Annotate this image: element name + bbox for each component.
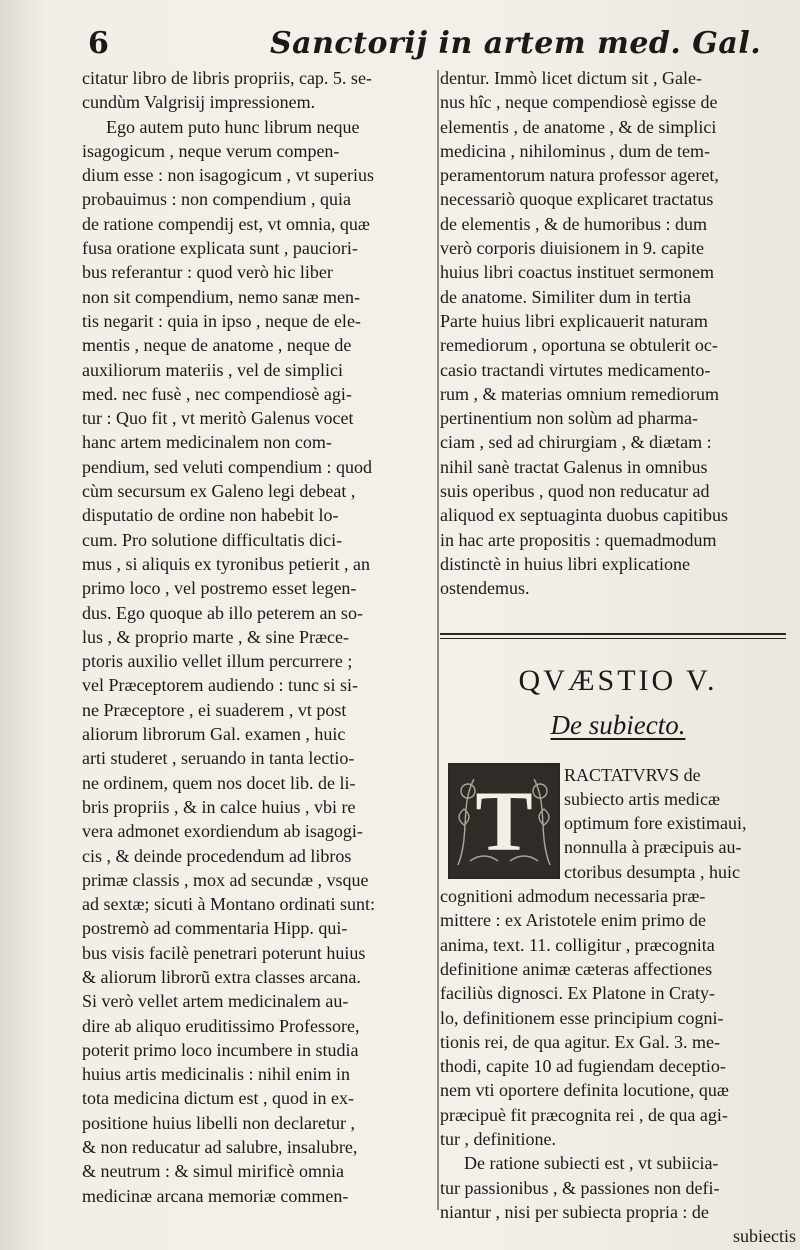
- text-line: citatur libro de libris propriis, cap. 5. se-: [82, 68, 372, 88]
- text-line: de anatome. Similiter dum in tertia: [440, 286, 691, 307]
- text-line: tur , definitione.: [440, 1129, 556, 1149]
- text-line: pertinentium non solùm ad pharma-: [440, 408, 698, 429]
- right-column: [440, 66, 796, 1248]
- text-line: aliquod ex septuaginta duobus capitibus: [440, 505, 728, 526]
- text-line: de ratione compendij est, vt omnia, quæ: [82, 213, 370, 234]
- text-line: med. nec fusè , nec compendiosè agi-: [82, 383, 352, 404]
- text-line: dire ab aliquo eruditissimo Professore,: [82, 1015, 360, 1036]
- text-line: & aliorum librorũ extra classes arcana.: [82, 966, 361, 987]
- text-line: fusa oratione explicata sunt , pauciori-: [82, 238, 358, 259]
- text-line: ad sextæ; sicuti à Montano ordinati sunt:: [82, 894, 375, 915]
- text-line: cum. Pro solutione difficultatis dici-: [82, 529, 343, 550]
- decorated-initial: [448, 763, 560, 879]
- text-line: optimum fore existimaui,: [564, 813, 747, 834]
- text-line: ne Præceptore , ei suaderem , vt post: [82, 699, 347, 720]
- text-line: lo, definitionem esse principium cogni-: [440, 1007, 724, 1028]
- text-line: vera admonet exordiendum ab isagogi-: [82, 821, 363, 842]
- text-line: necessariò quoque explicaret tractatus: [440, 189, 714, 210]
- text-line: non sit compendium, nemo sanæ men-: [82, 286, 360, 307]
- text-line: & non reducatur ad salubre, insalubre,: [82, 1137, 358, 1158]
- text-line: Si verò vellet artem medicinalem au-: [82, 991, 349, 1012]
- left-column: [82, 66, 437, 1208]
- text-line: postremò ad commentaria Hipp. qui-: [82, 918, 348, 939]
- text-line: cis , & deinde procedendum ad libros: [82, 845, 352, 866]
- text-line: ciam , sed ad chirurgiam , & diætam :: [440, 432, 712, 453]
- text-line: cognitioni admodum necessaria præ-: [440, 886, 706, 907]
- text-line: tur passionibus , & passiones non defi-: [440, 1177, 720, 1198]
- initial-letter: T: [475, 772, 533, 869]
- text-line: de elementis , & de humoribus : dum: [440, 213, 707, 234]
- text-line: vel Præceptorem audiendo : tunc si si-: [82, 675, 358, 696]
- text-line: isagogicum , neque verum compen-: [82, 140, 340, 161]
- text-line: ctoribus desumpta , huic: [564, 861, 740, 882]
- text-line: auxiliorum materiis , vel de simplici: [82, 359, 343, 380]
- column-divider: [437, 70, 439, 1210]
- initial-text: [564, 763, 800, 884]
- text-line: dium esse : non isagogicum , vt superius: [82, 165, 374, 186]
- text-line: arti studeret , seruando in tanta lectio-: [82, 748, 355, 769]
- text-line: medicina , nihilominus , dum de tem-: [440, 140, 710, 161]
- running-head: Sanctorij in artem med. Gal.: [270, 26, 762, 61]
- text-line: mus , si aliquis ex tyronibus petierit , an: [82, 553, 370, 574]
- text-line: ptoris auxilio vellet illum percurrere ;: [82, 651, 353, 672]
- text-line: pendium, sed veluti compendium : quod: [82, 456, 372, 477]
- text-line: ostendemus.: [440, 578, 530, 599]
- text-line: tis negarit : quia in ipso , neque de ele-: [82, 310, 361, 331]
- section-body: [440, 884, 796, 1248]
- text-line: in hac arte propositis : quemadmodum: [440, 529, 717, 550]
- text-line: dus. Ego quoque ab illo peterem an so-: [82, 602, 363, 623]
- text-line: suis operibus , quod non reducatur ad: [440, 481, 710, 502]
- text-line: Ego autem puto hunc librum neque: [106, 116, 360, 137]
- section-rule: [440, 633, 786, 639]
- text-line: poterit primo loco incumbere in studia: [82, 1039, 359, 1060]
- text-line: verò corporis diuisionem in 9. capite: [440, 238, 704, 259]
- text-line: RACTATVRVS de: [564, 764, 701, 785]
- text-line: nem vti oportere definita locutione, quæ: [440, 1080, 729, 1101]
- text-line: nus hîc , neque compendiosè egisse de: [440, 92, 718, 113]
- text-line: & neutrum : & simul mirificè omnia: [82, 1161, 344, 1182]
- text-line: peramentorum natura professor ageret,: [440, 165, 719, 186]
- text-line: positione huius libelli non declaretur ,: [82, 1112, 355, 1133]
- text-line: subiecto artis medicæ: [564, 788, 720, 809]
- text-line: dentur. Immò licet dictum sit , Gale-: [440, 68, 702, 88]
- initial-paragraph: [440, 763, 796, 885]
- text-line: thodi, capite 10 ad fugiendam deceptio-: [440, 1056, 726, 1077]
- text-line: tur : Quo fit , vt meritò Galenus vocet: [82, 408, 354, 429]
- text-line: medicinæ arcana memoriæ commen-: [82, 1185, 349, 1206]
- question-subtitle: De subiecto.: [550, 709, 686, 740]
- page-header: [0, 20, 800, 70]
- text-line: bris propriis , & in calce huius , vbi re: [82, 796, 356, 817]
- text-line: disputatio de ordine non habebit lo-: [82, 505, 339, 526]
- text-line: niantur , nisi per subiecta propria : de: [440, 1201, 709, 1222]
- text-line: mittere : ex Aristotele enim primo de: [440, 910, 706, 931]
- right-column-continuation: [440, 66, 796, 601]
- text-line: distinctè in huius libri explicatione: [440, 553, 690, 574]
- text-line: mentis , neque de anatome , neque de: [82, 335, 352, 356]
- text-line: remediorum , oportuna se obtulerit oc-: [440, 335, 718, 356]
- catchword: subiectis: [733, 1226, 796, 1247]
- text-line: præcipuè fit præcognita rei , de qua agi-: [440, 1104, 728, 1125]
- text-line: primo loco , vel postremo esset legen-: [82, 578, 357, 599]
- text-line: De ratione subiecti est , vt subiicia-: [464, 1153, 719, 1174]
- text-line: bus referantur : quod verò hic liber: [82, 262, 333, 283]
- text-line: cùm secursum ex Galeno legi debeat ,: [82, 481, 356, 502]
- text-line: rum , & materias omnium remediorum: [440, 383, 719, 404]
- text-line: lus , & proprio marte , & sine Præce-: [82, 626, 349, 647]
- text-line: anima, text. 11. colligitur , præcognita: [440, 934, 715, 955]
- text-line: tota medicina dictum est , quod in ex-: [82, 1088, 354, 1109]
- text-line: cundùm Valgrisij impressionem.: [82, 92, 316, 113]
- text-line: faciliùs dignosci. Ex Platone in Craty-: [440, 983, 715, 1004]
- text-line: ne ordinem, quem nos docet lib. de li-: [82, 772, 356, 793]
- text-line: casio tractandi virtutes medicamento-: [440, 359, 711, 380]
- text-line: huius libri coactus instituet sermonem: [440, 262, 714, 283]
- text-line: Parte huius libri explicauerit naturam: [440, 310, 708, 331]
- text-line: bus visis facilè penetrari poterunt huius: [82, 942, 366, 963]
- text-line: nihil sanè tractat Galenus in omnibus: [440, 456, 708, 477]
- text-line: nonnulla à præcipuis au-: [564, 837, 742, 858]
- text-line: primæ classis , mox ad secundæ , vsque: [82, 869, 369, 890]
- text-line: probauimus : non compendium , quia: [82, 189, 351, 210]
- question-title: QVÆSTIO V.: [518, 663, 718, 697]
- text-line: elementis , de anatome , & de simplici: [440, 116, 717, 137]
- text-line: aliorum librorum Gal. examen , huic: [82, 724, 346, 745]
- text-line: hanc artem medicinalem non com-: [82, 432, 332, 453]
- text-line: tionis rei, de qua agitur. Ex Gal. 3. me-: [440, 1031, 720, 1052]
- page-number: 6: [88, 26, 109, 61]
- text-line: huius artis medicinalis : nihil enim in: [82, 1064, 350, 1085]
- text-line: definitione animæ cæteras affectiones: [440, 958, 713, 979]
